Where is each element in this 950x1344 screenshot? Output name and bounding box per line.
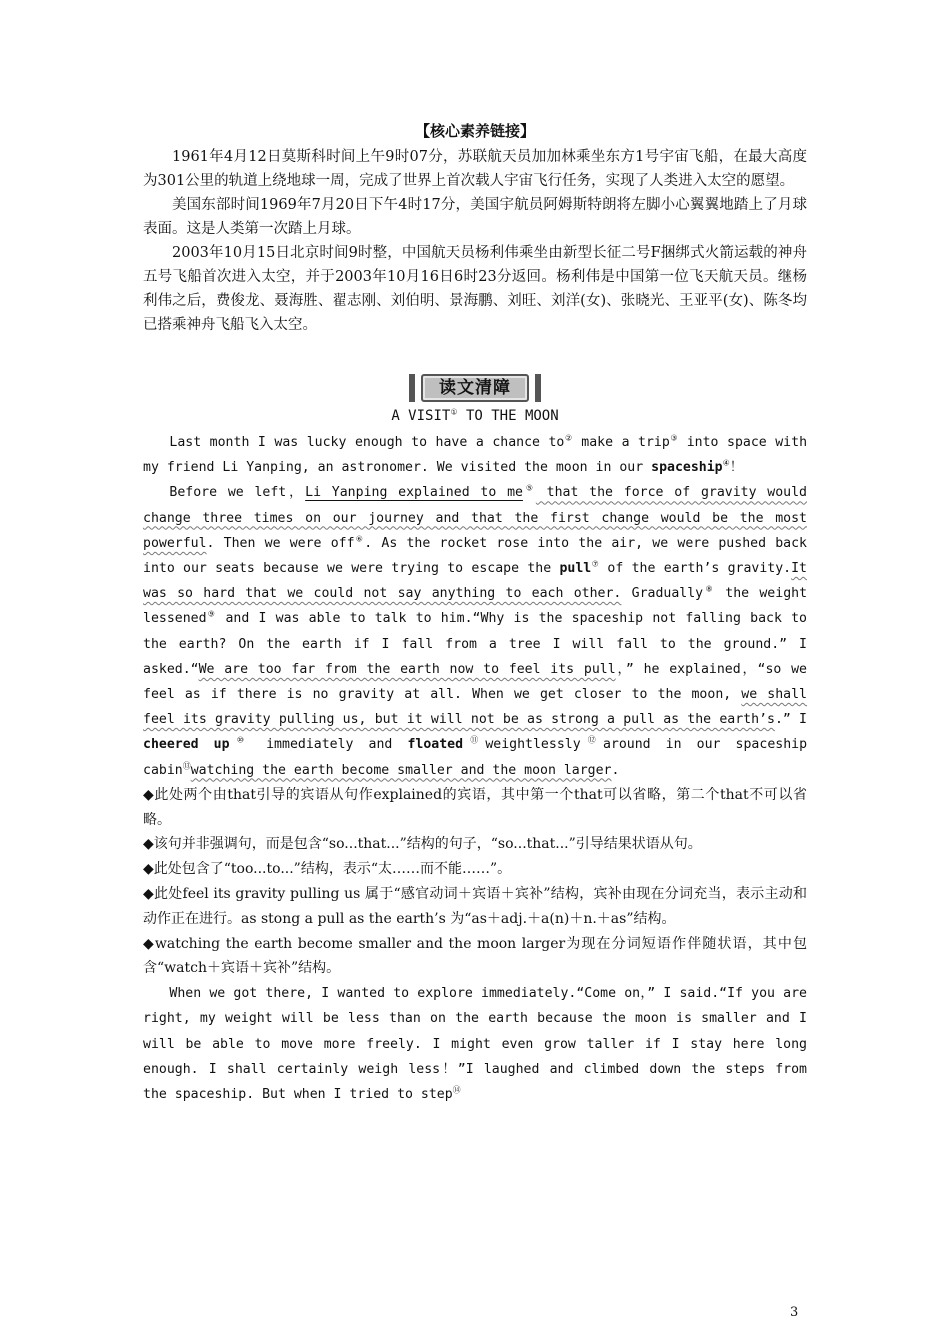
core-link-paragraph: 1961年4月12日莫斯科时间上午9时07分，苏联航天员加加林乘坐东方1号宇宙飞船，在最大高度为301公里的轨道上绕地球一周，完成了世界上首次载人宇宙飞行任务，实现了人类进入太空的愿望。	[143, 149, 807, 189]
section-badge-row	[0, 374, 950, 402]
page-number: 3	[790, 1305, 799, 1320]
core-link-paragraph: 2003年10月15日北京时间9时整，中国航天员杨利伟乘坐由新型长征二号F捆绑式火箭运载的神舟五号飞船首次进入太空，并于2003年10月16日6时23分返回。杨利伟是中国第一位飞天航天员。继杨利伟之后，费俊龙、聂海胜、翟志刚、刘伯明、景海鹏、刘旺、刘洋(女)、张晓光、王亚平(女)、陈冬均已搭乘神舟飞船飞入太空。	[143, 245, 807, 333]
grammar-note: ◆此处feel its gravity pulling us 属于“感官动词＋宾语＋宾补”结构，宾补由现在分词充当，表示主动和动作正在进行。as stong a pull as the earth’s 为“as＋adj.＋a(n)＋n.＋as”结构。	[143, 886, 807, 927]
article-paragraph-2: Before we left，Li Yanping explained to me⑤ that the force of gravity would change three times on our journey and that the first change would be the most powerful. Then we were off⑥. As the rocket rose into the air, we were pushed back into our seats because we were trying to escape the pull⑦ of the earth’s gravity.It was so hard that we could not say anything to each other. Gradually⑧ the weight lessened⑨ and I was able to talk to him.“Why is the spaceship not falling back to the earth? On the earth if I fall from a tree I will fall to the ground.” I asked.“We are too far from the earth now to feel its pull，” he explained，“so we feel as if there is no gravity at all. When we get closer to the moon, we shall feel its gravity pulling us, but it will not be as strong a pull as the earth’s.” I cheered up⑩ immediately and floated⑪weightlessly⑫around in our spaceship cabin⑬watching the earth become smaller and the moon larger.	[143, 484, 808, 778]
article-paragraph-3: When we got there, I wanted to explore immediately.“Come on，” I said.“If you are right, my weight will be less than on the earth because the moon is smaller and I will be able to move more freely. I might even grow taller if I stay here long enough. I shall certainly weigh less！”I laughed and climbed down the steps from the spaceship. But when I tried to step⑭	[143, 986, 807, 1103]
grammar-note: ◆此处包含了“too...to...”结构，表示“太……而不能……”。	[143, 861, 512, 878]
grammar-note: ◆此处两个由that引导的宾语从句作explained的宾语，其中第一个that可以省略，第二个that不可以省略。	[143, 786, 807, 828]
article-title: A VISIT① TO THE MOON	[391, 407, 559, 424]
core-link-paragraph: 美国东部时间1969年7月20日下午4时17分，美国宇航员阿姆斯特朗将左脚小心翼翼地踏上了月球表面。这是人类第一次踏上月球。	[143, 197, 807, 237]
grammar-note: ◆该句并非强调句，而是包含“so...that...”结构的句子，“so...that...”引导结果状语从句。	[143, 836, 702, 853]
grammar-note: ◆watching the earth become smaller and the moon larger为现在分词短语作伴随状语，其中包含“watch＋宾语＋宾补”结构。	[143, 935, 807, 977]
core-link-body	[143, 145, 807, 337]
section-heading: 【核心素养链接】	[414, 122, 535, 140]
article-body	[143, 430, 807, 1107]
article-paragraph-1: Last month I was lucky enough to have a chance to② make a trip③ into space with my friend Li Yanping, an astronomer. We visited the moon in our spaceship④！	[143, 433, 808, 476]
section-badge: 读文清障	[421, 374, 529, 402]
